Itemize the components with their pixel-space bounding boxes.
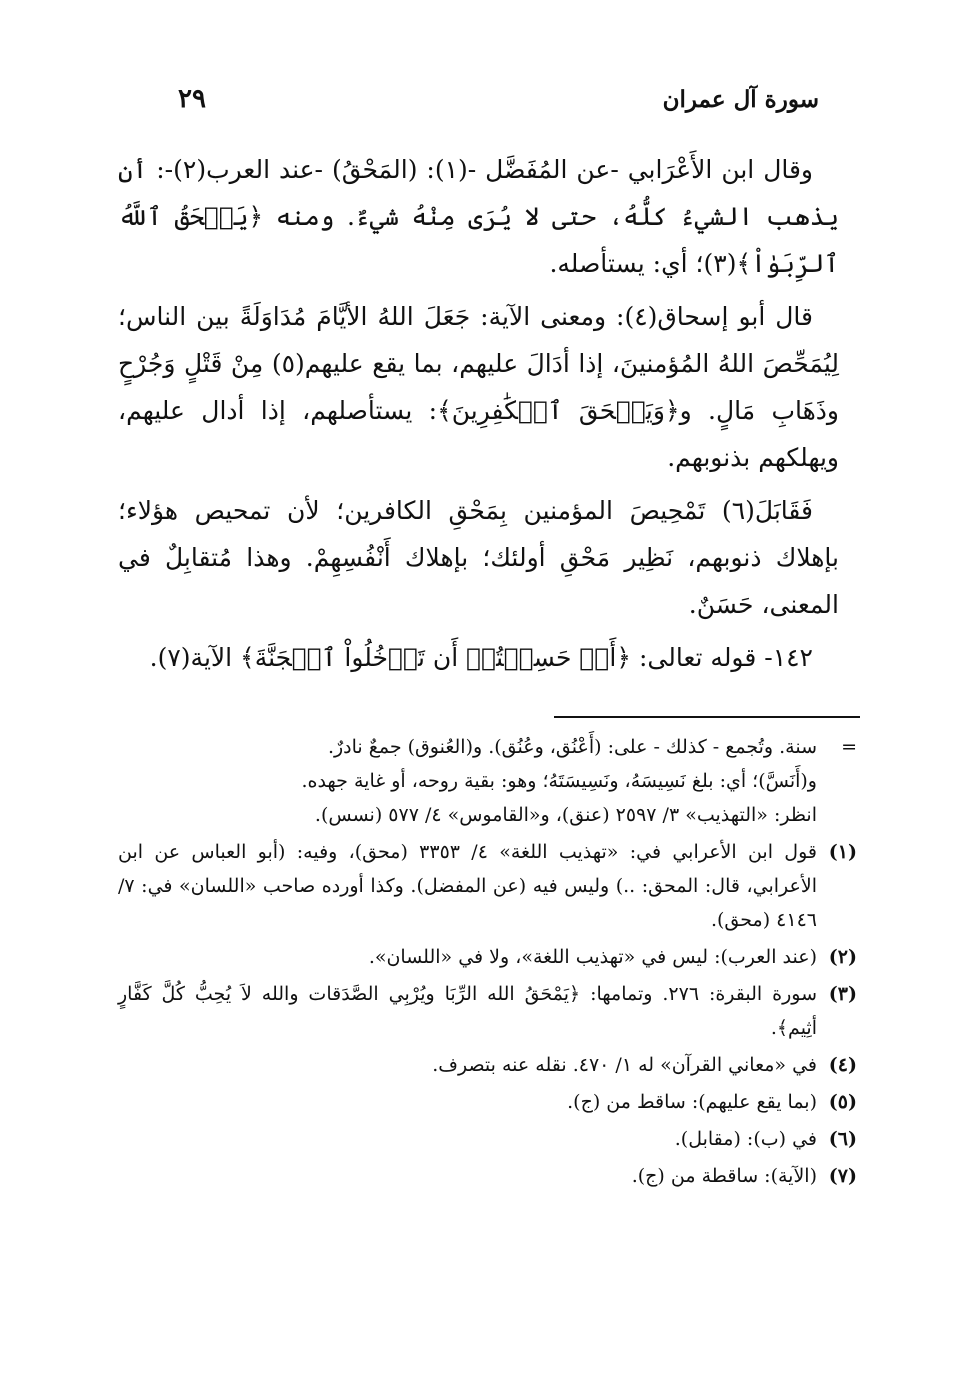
surah-title: سورة آل عمران xyxy=(662,86,819,113)
page-number: ٢٩ xyxy=(178,84,206,114)
continuation-marker: = xyxy=(841,736,857,758)
footnote-number: (٢) xyxy=(828,946,857,968)
footnote-1 xyxy=(118,835,857,937)
main-text xyxy=(118,146,839,687)
footnote-5 xyxy=(118,1085,857,1119)
footnote-number: (٥) xyxy=(828,1091,857,1113)
footnote-3 xyxy=(118,977,857,1045)
continuation-line: و(أَنَسَّ)؛ أي: بلغ نَسِيسَهُ، ونَسِيسَتَهُ؛ وهو: بقية روحه، أو غاية جهده. xyxy=(301,770,817,792)
footnote-number: (٤) xyxy=(828,1054,857,1076)
footnote-number: (١) xyxy=(828,841,857,863)
paragraph-ibn-alarabi: وقال ابن الأَعْرَابي -عن المُفَضَّل -(١): (المَحْقُ) -عند العرب(٢)-: أن يذهب الشيءُ كلُّهُ، حتى لا يُرَى مِنْهُ شيءٌ. ومنه ﴿يَمۡحَقُ ٱللَّهُ ٱلرِّبَوٰاْ﴾(٣)؛ أي: يستأصله. xyxy=(118,155,839,278)
page-header xyxy=(118,78,819,122)
footnote-text: سورة البقرة: ٢٧٦. وتمامها: ﴿يَمْحَقُ الله الرِّبَا ويُرْبِي الصَّدَقات والله لاَ يُحِبُّ كُلَّ كَفَّارٍ أثِيم﴾. xyxy=(118,983,817,1039)
footnote-6 xyxy=(118,1122,857,1156)
footnote-text: قول ابن الأعرابي في: «تهذيب اللغة» ٤/ ٣٣٥٣ (محق)، وفيه: (أبو العباس عن ابن الأعرابي، قال: المحق: ..) وليس فيه (عن المفضل). وكذا أورده صاحب «اللسان» في: ٧/ ٤١٤٦ (محق). xyxy=(118,841,817,931)
paragraph-contrast: فَقَابَلَ(٦) تَمْحِيصَ المؤمنين بِمَحْقِ الكافرين؛ لأن تمحيص هؤلاء؛ بإهلاك ذنوبهم، نَظِير مَحْقِ أولئك؛ بإهلاك أَنْفُسِهِمْ. وهذا مُتقابِلٌ في المعنى، حَسَنٌ. xyxy=(118,496,839,619)
footnote-divider xyxy=(554,716,860,718)
paragraph-abu-ishaq: قال أبو إسحاق(٤): ومعنى الآية: جَعَلَ اللهُ الأيَّامَ مُدَاوَلَةً بين الناس؛ لِيُمَحِّصَ اللهُ المُؤمنينَ، إذا أدَالَ عليهم، بما يقع عليهم(٥) مِنْ قَتْلٍ وَجُرْحٍ وذَهَابِ مَالٍ. و﴿وَيَمۡحَقَ ٱلۡكَٰفِرِينَ﴾: يستأصلهم، إذا أدال عليهم، ويهلكهم بذنوبهم. xyxy=(118,302,839,472)
footnote-text: (بما يقع عليهم): ساقط من (ج). xyxy=(567,1091,817,1113)
continuation-line: سنة. وتُجمع - كذلك - على: (أَعْنُق، وعُنُق). و(العُنوق) جمعٌ نادرٌ. xyxy=(327,736,817,758)
footnote-4 xyxy=(118,1048,857,1082)
footnote-number: (٦) xyxy=(828,1128,857,1150)
footnote-text: في «معاني القرآن» له ١/ ٤٧٠. نقله عنه بتصرف. xyxy=(432,1054,817,1076)
footnote-number: (٣) xyxy=(828,983,857,1005)
footnote-text: (عند العرب): ليس في «تهذيب اللغة»، ولا في «اللسان». xyxy=(368,946,817,968)
footnote-number: (٧) xyxy=(828,1165,857,1187)
footnotes xyxy=(118,730,857,1196)
footnote-continuation xyxy=(118,730,857,832)
footnote-text: (الآية): ساقطة من (ج). xyxy=(631,1165,817,1187)
verse-heading-142: ١٤٢- قوله تعالى: ﴿أَمۡ حَسِبۡتُمۡ أَن تَدۡخُلُواْ ٱلۡجَنَّةَ﴾ الآية(٧). xyxy=(149,643,813,672)
footnote-7 xyxy=(118,1159,857,1193)
footnote-2 xyxy=(118,940,857,974)
footnote-text: في (ب): (مقابل). xyxy=(674,1128,817,1150)
continuation-text xyxy=(118,730,817,832)
continuation-line: انظر: «التهذيب» ٣/ ٢٥٩٧ (عنق)، و«القاموس» ٤/ ٥٧٧ (نسس). xyxy=(314,804,817,826)
